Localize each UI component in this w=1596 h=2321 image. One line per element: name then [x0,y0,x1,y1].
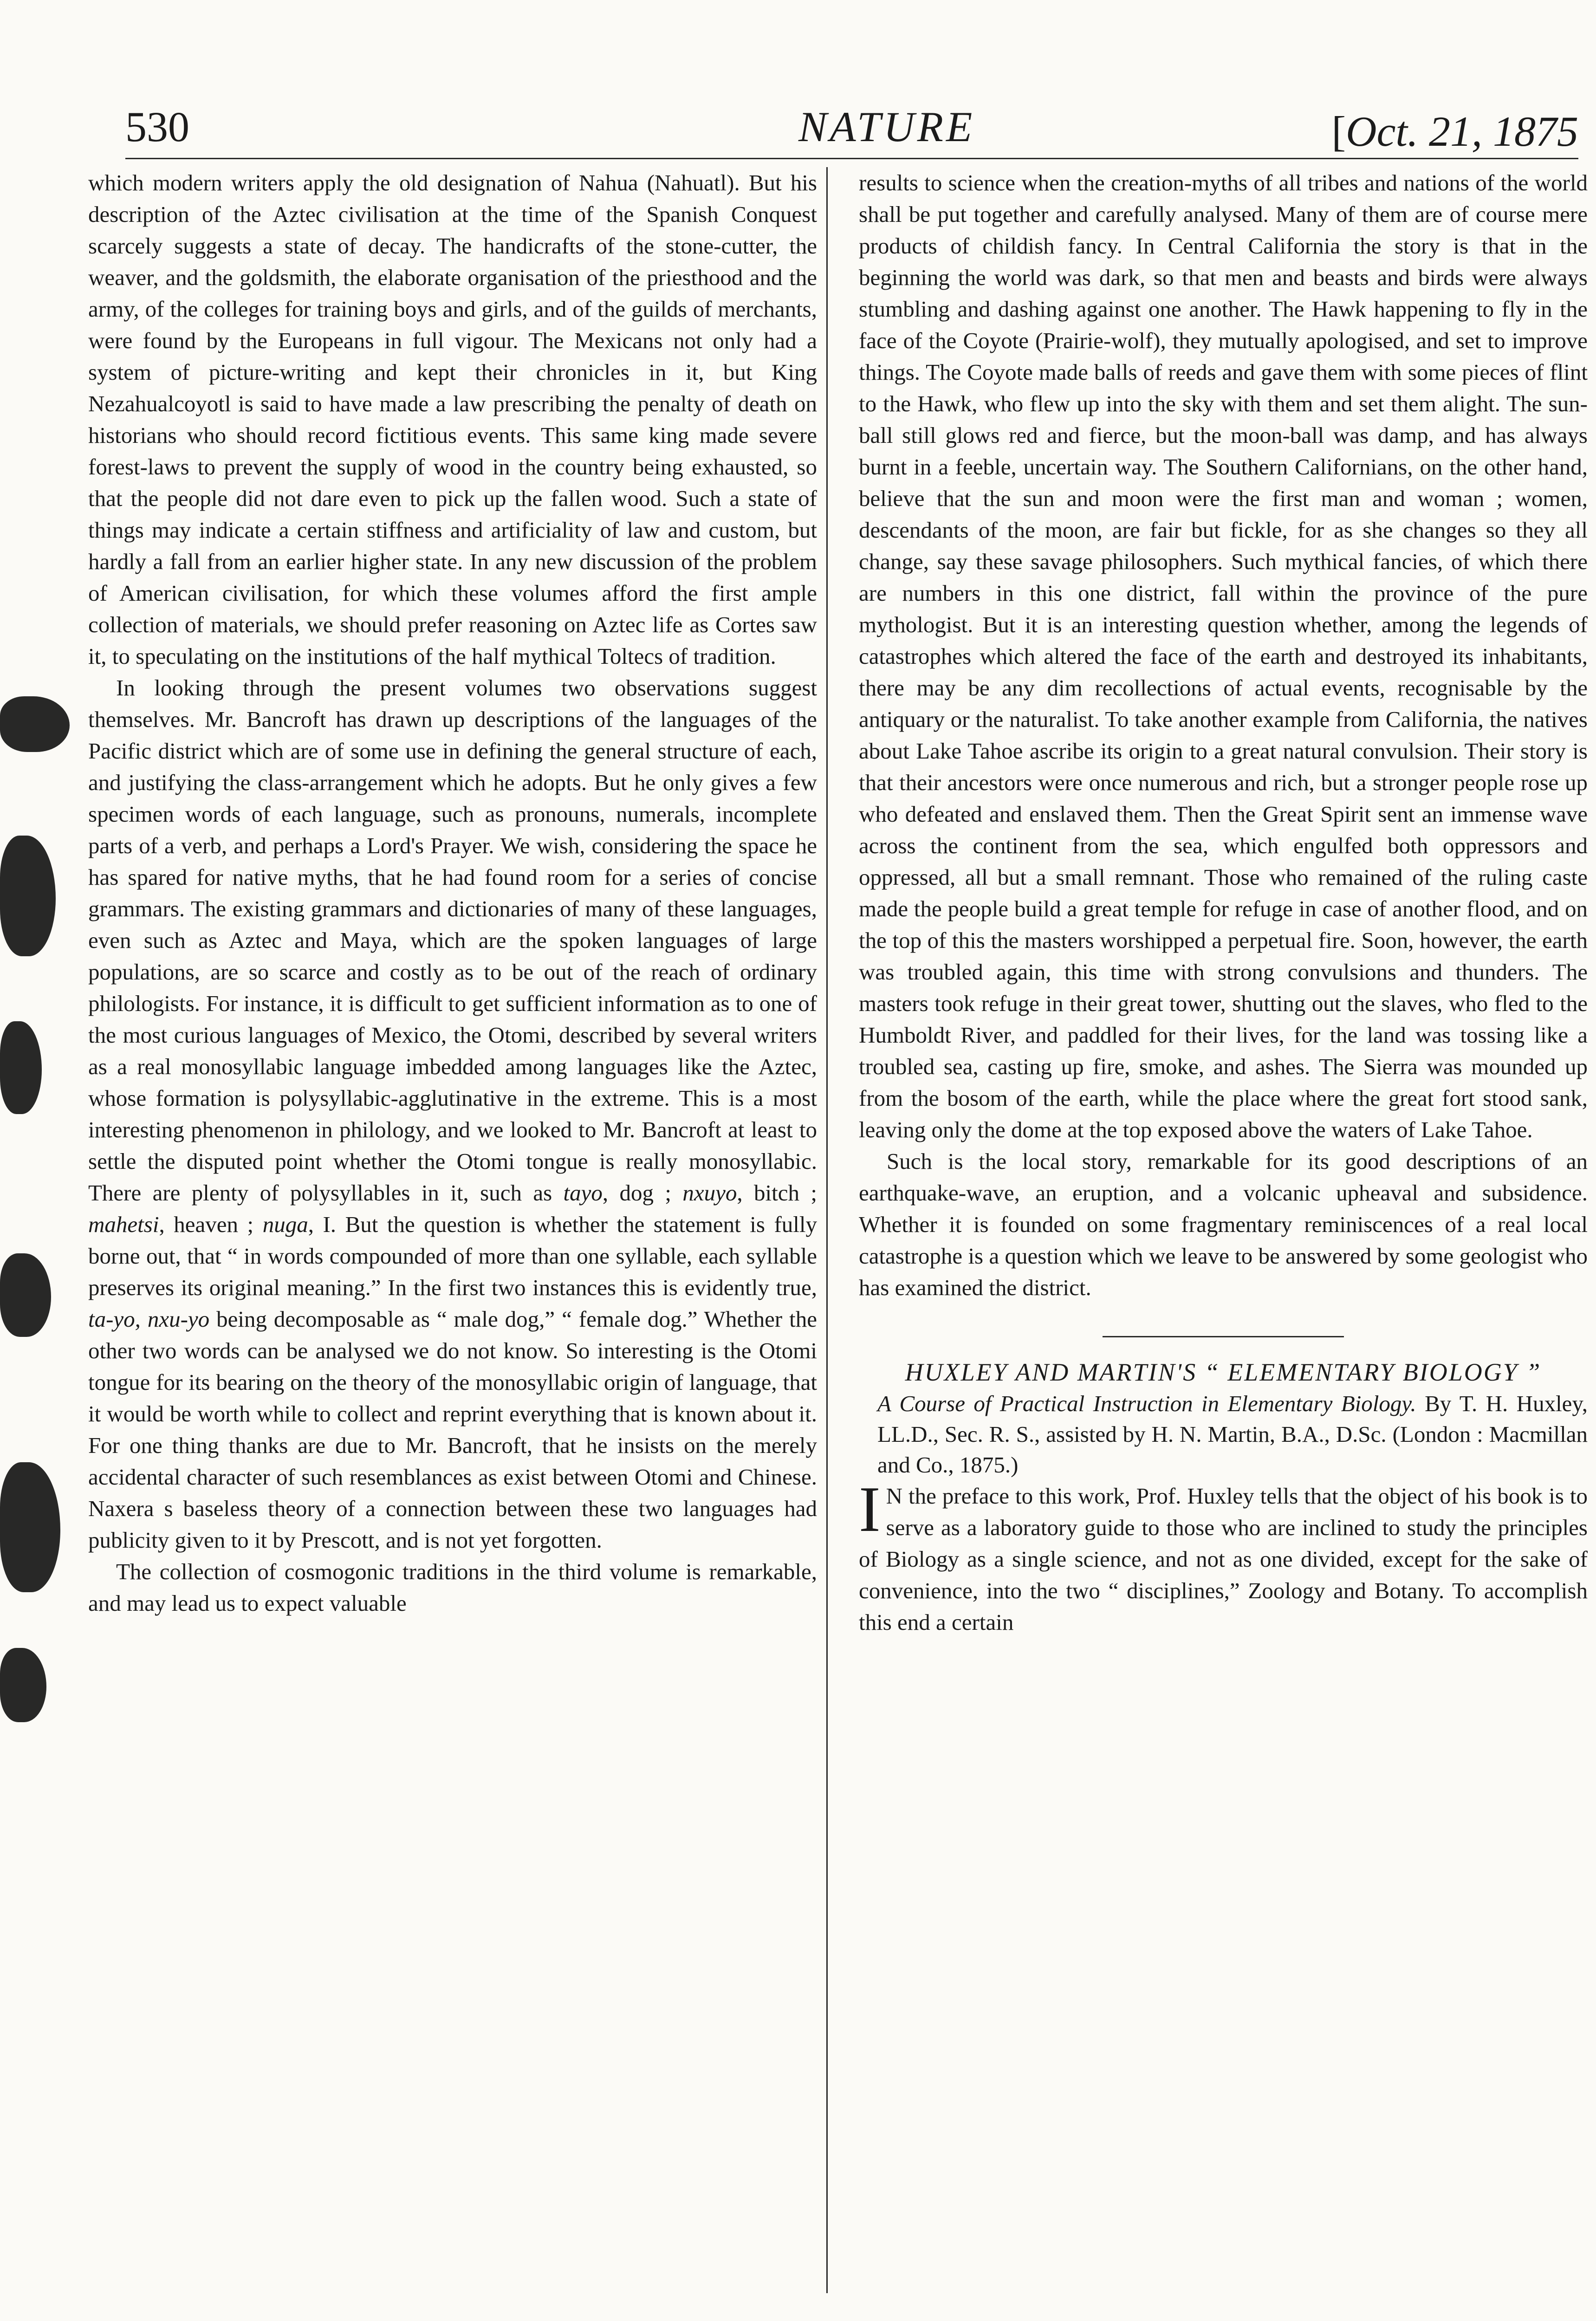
left-paragraph-1: which modern writers apply the old designation of Nahua (Nahuatl). But his description of the Aztec civilisation at the time of the Spanish Conquest scarcely suggests a state of decay. The handicrafts of the stone-cutter, the weaver, and the goldsmith, the elaborate organisation of the priesthood and the army, of the colleges for training boys and girls, and of the guilds of merchants, were found by the Europeans in full vigour. The Mexicans not only had a system of picture-writing and kept their chronicles in it, but King Nezahualcoyotl is said to have made a law prescribing the penalty of death on historians who should record fictitious events. This same king made severe forest-laws to prevent the supply of wood in the country being exhausted, so that the people did not dare even to pick up the fallen wood. Such a state of things may indicate a certain stiffness and artificiality of law and custom, but hardly a fall from an earlier higher state. In any new discussion of the problem of American civilisation, for which these volumes afford the first ample collection of materials, we should prefer reasoning on Aztec life as Cortes saw it, to speculating on the institutions of the half mythical Toltecs of tradition. [88,170,817,669]
left-paragraph-2 [88,672,817,1556]
scan-blot [0,1021,42,1114]
review-title: HUXLEY AND MARTIN'S “ ELEMENTARY BIOLOGY ” [905,1358,1542,1386]
paragraph-text: In looking through the present volumes two observations suggest themselves. Mr. Bancroft has drawn up descriptions of the languages of the Pacific district which are of some use in defining the general structure of each, and justifying the class-arrangement which he adopts. But he only gives a few specimen words of each language, such as pronouns, numerals, incomplete parts of a verb, and perhaps a Lord's Prayer. We wish, considering the space he has spared for native myths, that he had found room for a series of concise grammars. The existing grammars and dictionaries of many of these languages, even such as Aztec and Maya, which are the spoken languages of large populations, are so scarce and costly as to be out of the reach of ordinary philologists. For instance, it is difficult to get sufficient information as to one of the most curious languages of Mexico, the Otomi, described by several writers as a real monosyllabic language imbedded among languages like the Aztec, whose formation is polysyllabic-agglutinative in the extreme. This is a most interesting phenomenon in philology, and we looked to Mr. Bancroft at least to settle the disputed point whether the Otomi tongue is really monosyllabic. There are plenty of polysyllables in it, such as [88,675,817,1206]
left-paragraph-3: The collection of cosmogonic traditions in the third volume is remarkable, and may lead us to expect valuable [88,1559,817,1616]
gloss-text: , dog ; [602,1180,683,1206]
right-column [859,167,1588,1638]
scan-blot [0,1462,60,1592]
review-body [859,1473,1588,1638]
section-rule [1103,1336,1344,1337]
gloss-text: , bitch ; [737,1180,817,1206]
right-paragraph-1: results to science when the creation-myths of all tribes and nations of the world shall be put together and carefully analysed. Many of them are of course mere products of childish fancy. In Central California the story is that in the beginning the world was dark, so that men and beasts and birds were always stumbling and dashing against one another. The Hawk happening to fly in the face of the Coyote (Prairie-wolf), they mutually apologised, and set to improve things. The Coyote made balls of reeds and gave them with some pieces of flint to the Hawk, who flew up into the sky with them and set them alight. The sun-ball still glows red and fierce, but the moon-ball was damp, and has always burnt in a feeble, uncertain way. The Southern Californians, on the other hand, believe that the sun and moon were the first man and woman ; women, descendants of the moon, are fair but fickle, for as she changes so they all change, say these savage philosophers. Such mythical fancies, of which there are numbers in this one district, fall within the province of the pure mythologist. But it is an interesting question whether, among the legends of catastrophes which altered the face of the earth and destroyed its inhabitants, there may be any dim recollections of actual events, recognisable by the antiquary or the naturalist. To take another example from California, the natives about Lake Tahoe ascribe its origin to a great natural convulsion. Their story is that their ancestors were once numerous and rich, but a stronger people rose up who defeated and enslaved them. Then the Great Spirit sent an immense wave across the continent from the sea, which engulfed both oppressors and oppressed, all but a small remnant. Those who remained of the ruling caste made the people build a great temple for refuge in case of another flood, and on the top of this the masters worshipped a perpetual fire. Soon, however, the earth was troubled again, this time with strong convulsions and thunders. The masters took refuge in their great tower, shutting out the slaves, who fled to the Humboldt River, and paddled for their lives, for the land was tossing like a troubled sea, casting up fire, smoke, and ashes. The Sierra was mounded up from the bosom of the earth, while the place where the great fort stood sank, leaving only the dome at the top exposed above the waters of Lake Tahoe. [859,170,1588,1142]
drop-cap: I [859,1473,881,1545]
otomi-word: mahetsi [88,1212,159,1237]
date-text: Oct. 21, 1875 [1346,108,1578,155]
scan-blot [0,836,56,956]
header-rule [125,158,1578,159]
paragraph-text: being decomposable as “ male dog,” “ female dog.” Whether the other two words can be analysed we do not know. So interesting is the Otomi tongue for its bearing on the theory of the monosyllabic origin of language, that it would be worth while to collect and reprint everything that is known about it. For one thing thanks are due to Mr. Bancroft, that he insists on the merely accidental character of such resemblances as exist between Otomi and Chinese. Naxera s baseless theory of a connection between these two languages had publicity given to it by Prescott, and is not yet forgotten. [88,1306,817,1553]
left-column [88,167,817,1619]
page-header [93,93,1578,162]
gloss-text: , heaven ; [159,1212,263,1237]
date-bracket: [ [1331,108,1346,155]
paragraph-text: , I. But the question is whether the statement is fully borne out, that “ in words compounded of more than one syllable, each syllable preserves its original meaning.” In the first two instances this is evidently true, [88,1212,817,1300]
journal-title: NATURE [798,103,975,150]
column-divider [826,167,828,2293]
citation-work-title: A Course of Practical Instruction in Elementary Biology. [877,1391,1416,1416]
citation-details: By T. H. Huxley, LL.D., Sec. R. S., assisted by H. N. Martin, B.A., D.Sc. (London : Macmillan and Co., 1875.) [877,1391,1588,1478]
review-citation [859,1388,1588,1480]
otomi-word: nuga [262,1212,308,1237]
scan-blot [0,1648,46,1722]
scan-blot [0,1253,51,1337]
otomi-word: ta-yo, nxu-yo [88,1306,210,1332]
scan-blot [0,696,70,752]
page-number: 530 [125,103,189,150]
right-paragraph-2: Such is the local story, remarkable for its good descriptions of an earthquake-wave, an eruption, and a volcanic upheaval and subsidence. Whether it is founded on some fragmentary reminiscences of a real local catastrophe is a question which we leave to be answered by some geologist who has examined the district. [859,1148,1588,1300]
otomi-word: tayo [563,1180,603,1206]
otomi-word: nxuyo [682,1180,737,1206]
issue-date [1332,107,1578,156]
review-body-text: N the preface to this work, Prof. Huxley tells that the object of his book is to serve as a laboratory guide to those who are inclined to study the principles of Biology as a single science, and not as one divided, except for the sake of convenience, into the two “ disciplines,” Zoology and Botany. To accomplish this end a certain [859,1483,1588,1635]
